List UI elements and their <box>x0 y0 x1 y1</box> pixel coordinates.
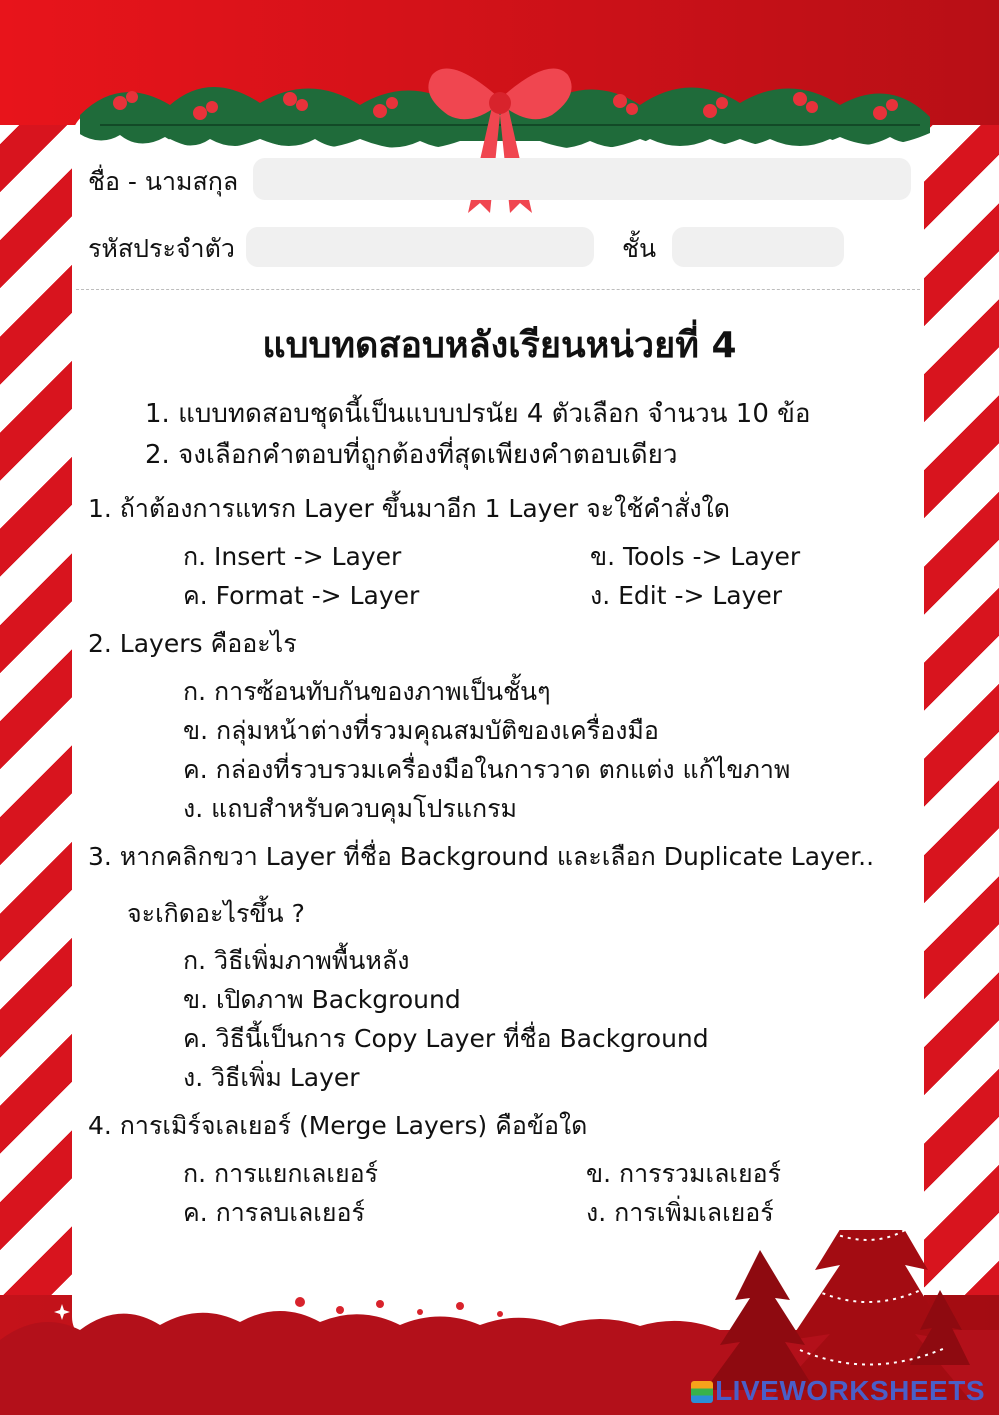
question-2-option-c[interactable]: ค. กล่องที่รวบรวมเครื่องมือในการวาด ตกแต่ง แก้ไขภาพ <box>183 755 791 784</box>
question-4-option-d[interactable]: ง. การเพิ่มเลเยอร์ <box>586 1198 774 1227</box>
question-3-option-d[interactable]: ง. วิธีเพิ่ม Layer <box>183 1063 360 1092</box>
question-3-option-a[interactable]: ก. วิธีเพิ่มภาพพื้นหลัง <box>183 946 410 975</box>
question-4-text: 4. การเมิร์จเลเยอร์ (Merge Layers) คือข้อใด <box>88 1111 588 1140</box>
name-input[interactable] <box>253 158 911 200</box>
question-4-option-c[interactable]: ค. การลบเลเยอร์ <box>183 1198 365 1227</box>
question-2-option-d[interactable]: ง. แถบสำหรับควบคุมโปรแกรม <box>183 794 518 823</box>
liveworksheets-logo[interactable] <box>691 1375 985 1407</box>
logo-icon <box>691 1381 713 1403</box>
instruction-1: 1. แบบทดสอบชุดนี้เป็นแบบปรนัย 4 ตัวเลือก จำนวน 10 ข้อ <box>145 399 811 429</box>
page-title: แบบทดสอบหลังเรียนหน่วยที่ 4 <box>262 325 737 366</box>
name-label: ชื่อ - นามสกุล <box>88 167 239 196</box>
sparkle-icon <box>54 1272 221 1320</box>
question-3-option-b[interactable]: ข. เปิดภาพ Background <box>183 985 461 1014</box>
question-2-option-a[interactable]: ก. การซ้อนทับกันของภาพเป็นชั้นๆ <box>183 677 551 706</box>
question-1-option-b[interactable]: ข. Tools -> Layer <box>590 542 801 571</box>
question-4-option-a[interactable]: ก. การแยกเลเยอร์ <box>183 1159 379 1188</box>
question-1-text: 1. ถ้าต้องการแทรก Layer ขึ้นมาอีก 1 Layer จะใช้คำสั่งใด <box>88 494 731 523</box>
question-3-text-line2: จะเกิดอะไรขึ้น ? <box>127 899 305 928</box>
header-divider <box>76 289 920 290</box>
question-1-option-a[interactable]: ก. Insert -> Layer <box>183 542 402 571</box>
question-2-text: 2. Layers คืออะไร <box>88 629 297 658</box>
dots-icon <box>295 1297 503 1317</box>
class-input[interactable] <box>672 227 844 267</box>
question-1-option-c[interactable]: ค. Format -> Layer <box>183 581 420 610</box>
question-3-option-c[interactable]: ค. วิธีนี้เป็นการ Copy Layer ที่ชื่อ Background <box>183 1024 709 1053</box>
class-label: ชั้น <box>622 234 657 263</box>
question-3-text: 3. หากคลิกขวา Layer ที่ชื่อ Background และเลือก Duplicate Layer.. <box>88 842 875 871</box>
student-id-label: รหัสประจำตัว <box>88 234 235 263</box>
question-1-option-d[interactable]: ง. Edit -> Layer <box>590 581 783 610</box>
student-id-input[interactable] <box>246 227 594 267</box>
question-2-option-b[interactable]: ข. กลุ่มหน้าต่างที่รวมคุณสมบัติของเครื่องมือ <box>183 716 659 745</box>
logo-text: LIVEWORKSHEETS <box>715 1375 985 1406</box>
question-4-option-b[interactable]: ข. การรวมเลเยอร์ <box>586 1159 782 1188</box>
instruction-2: 2. จงเลือกคำตอบที่ถูกต้องที่สุดเพียงคำตอบเดียว <box>145 440 678 470</box>
